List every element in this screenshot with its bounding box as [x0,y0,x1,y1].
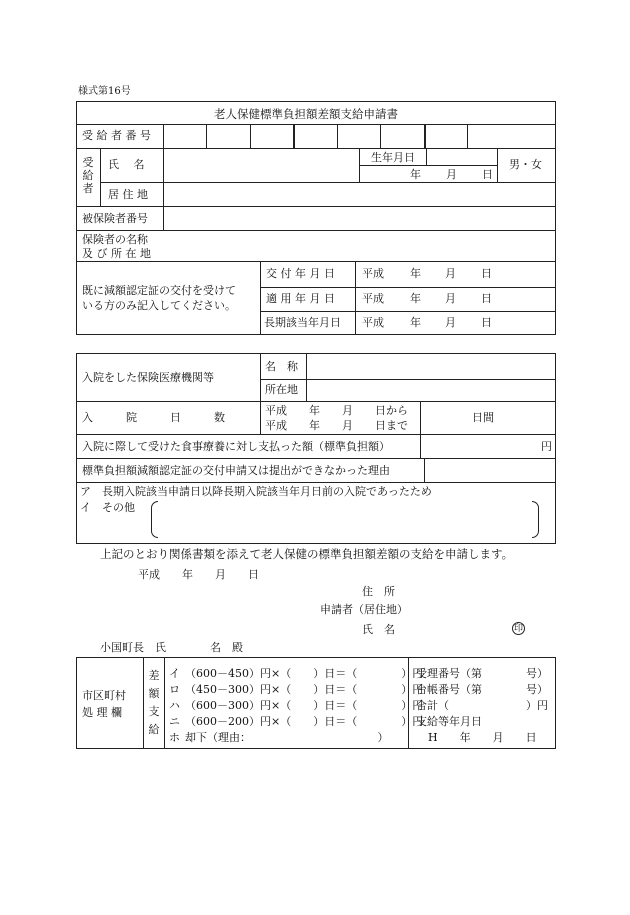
calc-row-ni-key: ニ [169,715,180,728]
hospital-address-label: 所在地 [265,383,298,396]
recipient-number-digit-7[interactable] [426,125,466,147]
calc-row-ha-key: ハ [169,699,180,712]
applicant-name-label: 氏 名 [362,623,395,636]
seal-mark: 印 [513,624,523,634]
calc-row-i-key: イ [169,667,180,680]
applicant-address-label: 住 所 [362,585,395,598]
application-date: 平成 年 月 日 [138,568,259,581]
apply-date-year: 年 [410,292,421,305]
office-label-line1: 市区町村 [82,689,126,702]
reduction-note-line2: いる方のみ記入してください。 [82,299,236,312]
sex-selector[interactable]: 男・女 [509,158,542,171]
apply-date-month: 月 [445,292,456,305]
declaration: 上記のとおり関係書類を添えて老人保健の標準負担額差額の支給を申請します。 [100,547,514,561]
recipient-vertical-label: 受給者 [82,156,94,195]
apply-date-era: 平成 [362,292,384,305]
reason-option-b[interactable]: イ その他 [80,501,135,514]
reason-option-a[interactable]: ア 長期入院該当申請日以降長期入院該当年月日前の入院であったため [80,485,432,498]
birth-year-unit: 年 [410,168,421,181]
meal-paid-field[interactable] [421,435,541,457]
days-unit: 日間 [472,411,494,424]
hospital-name-field[interactable] [307,354,555,378]
apply-date-label: 適 用 年 月 日 [266,292,335,305]
receipt-number: 受理番号（第 号） [416,667,548,680]
recipient-number-label: 受 給 者 番 号 [82,129,151,142]
ledger-number: 台帳番号（第 号） [416,683,548,696]
office-label-line2: 処 理 欄 [82,706,122,719]
calc-row-ro-key: ロ [169,683,180,696]
calc-row-ho-key: ホ [169,731,180,744]
recipient-number-digit-2[interactable] [207,125,249,147]
recipient-number-digit-5[interactable] [338,125,379,147]
recipient-number-digit-3[interactable] [251,125,292,147]
hospital-name-label: 名 称 [265,360,298,373]
recipient-number-digit-1[interactable] [164,125,205,147]
yen-unit: 円 [541,440,552,453]
admission-days-label: 入 院 日 数 [82,411,225,424]
hospital-label: 入院をした保険医療機関等 [82,371,214,384]
diff-payment-vertical-label: 差額支給 [148,669,160,736]
apply-date-day: 日 [481,292,492,305]
insured-number-label: 被保険者番号 [82,212,148,225]
insured-number-field[interactable] [164,207,555,229]
issue-date-year: 年 [410,267,421,280]
calc-row-ni: （600－200）円×（ ）日＝（ ）円 [185,715,424,728]
birth-day-unit: 日 [482,168,493,181]
meal-paid-label: 入院に際して受けた食事療養に対し支払った額（標準負担額） [82,440,390,453]
long-term-date-month: 月 [445,316,456,329]
address-label: 居 住 地 [108,188,148,201]
recipient-number-digit-6[interactable] [381,125,423,147]
long-term-date-day: 日 [481,316,492,329]
payment-date: H 年 月 日 [428,731,537,744]
form-number: 様式第16号 [78,86,131,97]
addressee: 小国町長 氏 名 殿 [100,641,243,654]
reason-right-bracket [532,501,539,538]
issue-date-era: 平成 [362,267,384,280]
long-term-date-label: 長期該当年月日 [264,316,341,329]
issue-date-day: 日 [481,267,492,280]
hospital-address-field[interactable] [307,380,555,400]
calc-row-ha: （600－300）円×（ ）日＝（ ）円 [185,699,424,712]
applicant-label: 申請者（居住地） [320,603,408,616]
name-field[interactable] [164,149,358,181]
total-amount: 合計（ ）円 [416,699,548,712]
form-title: 老人保健標準負担額差額支給申請書 [214,107,398,121]
name-label: 氏 名 [108,158,145,171]
reason-label: 標準負担額減額認定証の交付申請又は提出ができなかった理由 [82,464,390,477]
issue-date-label: 交 付 年 月 日 [266,267,335,280]
admission-to: 平成 年 月 日まで [265,419,408,432]
birth-date-label: 生年月日 [371,151,415,164]
issue-date-month: 月 [445,267,456,280]
reason-other-field[interactable] [160,503,530,536]
calc-row-ho: 却下（理由： ） [185,731,389,744]
reduction-note-line1: 既に減額認定証の交付を受けて [82,284,236,297]
calc-row-ro: （450－300）円×（ ）日＝（ ）円 [185,683,424,696]
insurer-label-line1: 保険者の名称 [82,233,148,246]
birth-month-unit: 月 [446,168,457,181]
recipient-number-digit-4[interactable] [295,125,336,147]
payment-date-label: 支給等年月日 [416,715,482,728]
reason-left-bracket [151,501,158,538]
address-field[interactable] [164,183,555,205]
long-term-date-era: 平成 [362,316,384,329]
insurer-field[interactable] [164,231,555,260]
calc-row-i: （600－450）円×（ ）日＝（ ）円 [185,667,424,680]
long-term-date-year: 年 [410,316,421,329]
admission-from: 平成 年 月 日から [265,404,408,417]
insurer-label-line2: 及 び 所 在 地 [82,247,151,260]
